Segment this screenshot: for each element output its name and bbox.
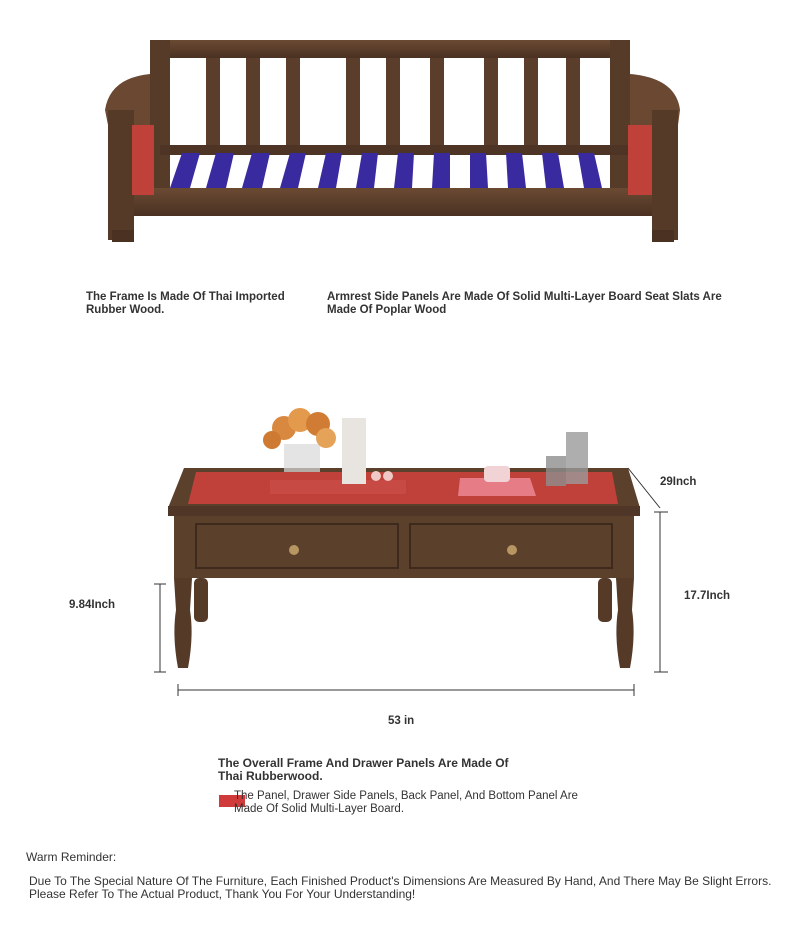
leg-clearance-label: 9.84Inch — [69, 599, 116, 611]
right-drawer-knob — [507, 545, 517, 555]
sofa-back-rail — [150, 40, 630, 58]
sofa-frame-illustration — [0, 0, 790, 260]
sofa-armrest-caption: Armrest Side Panels Are Made Of Solid Multi-Layer Board Seat Slats Are Made Of Poplar Wood — [327, 291, 722, 316]
sofa-left-armrest — [105, 74, 154, 242]
table-depth-label: 29Inch — [660, 476, 697, 488]
sofa-front-rail — [130, 188, 655, 216]
table-length-label: 53 in — [388, 715, 415, 727]
table-panels-caption: The Panel, Drawer Side Panels, Back Panel, And Bottom Panel Are Made Of Solid Multi-Layer Board. — [234, 790, 578, 815]
flower-vase-decor — [263, 408, 336, 472]
left-drawer-knob — [289, 545, 299, 555]
sofa-frame-caption: The Frame Is Made Of Thai Imported Rubber Wood. — [86, 291, 285, 316]
glass-vases-decor — [546, 432, 588, 486]
warm-reminder-title: Warm Reminder: — [26, 850, 117, 864]
coffee-table-illustration — [0, 400, 790, 700]
sofa-right-armrest — [628, 74, 680, 242]
warm-reminder-body: Due To The Special Nature Of The Furniture, Each Finished Product's Dimensions Are Measured By Hand, And There May Be Slight Errors. Please Refer To The Actual Product, Thank You For Your Understanding! — [29, 874, 772, 901]
sofa-back-spindles — [206, 58, 580, 153]
sofa-seat-slats — [170, 153, 602, 188]
table-legs — [174, 578, 634, 668]
table-height-label: 17.7Inch — [684, 590, 731, 602]
table-frame-caption: The Overall Frame And Drawer Panels Are Made Of Thai Rubberwood. — [218, 756, 509, 783]
